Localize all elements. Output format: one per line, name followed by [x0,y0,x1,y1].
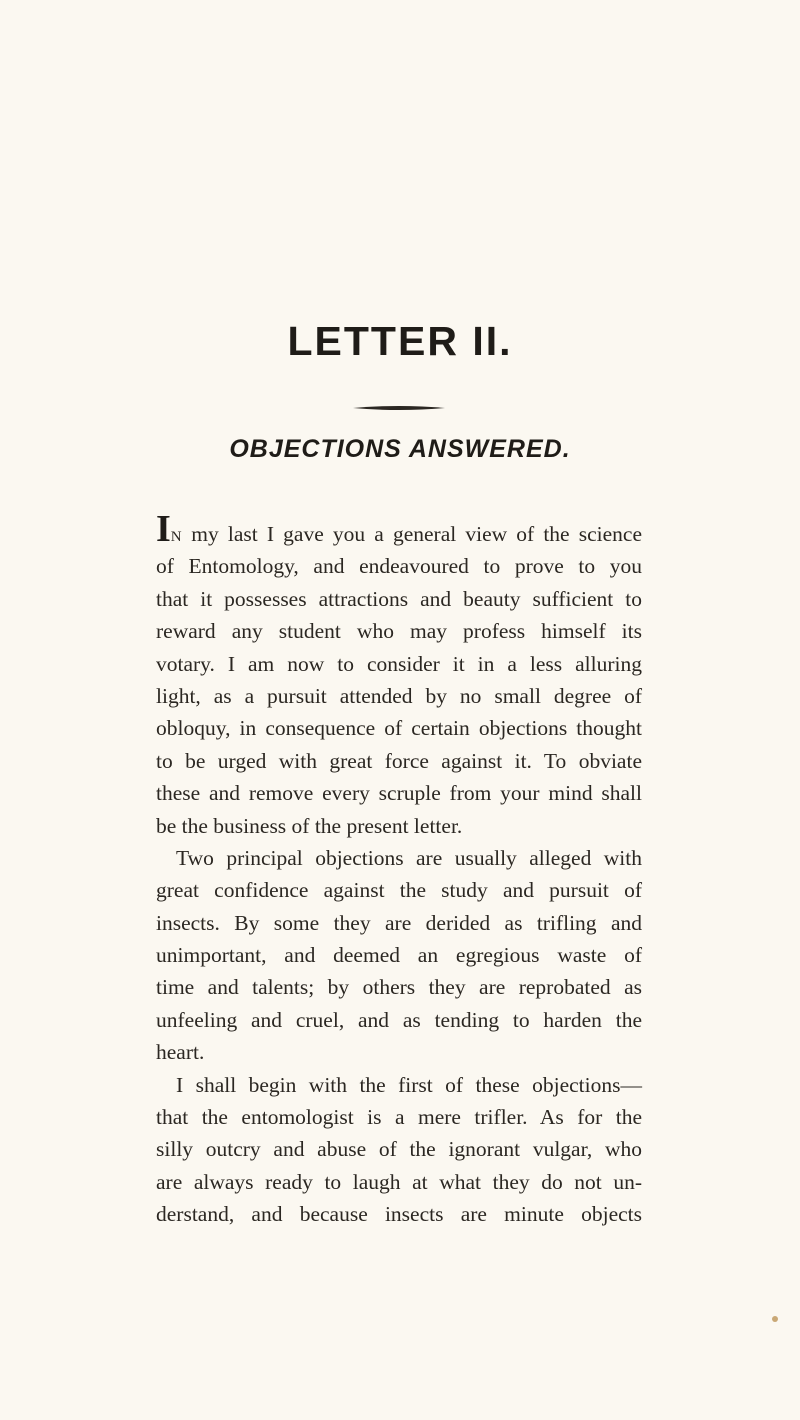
text-line: Two principal objections are usually alleged with [176,845,642,870]
letter-heading: LETTER II. [287,318,513,364]
text-line: unfeeling and cruel, and as tending to harden the [156,1007,642,1032]
text-line: be the business of the present letter. [156,813,463,838]
text-line: insects. By some they are derided as trifling and [156,910,642,935]
text-line: obloquy, in consequence of certain objections thought [156,716,642,741]
text-line: I shall begin with the first of these objections— [176,1072,642,1097]
text-line: are always ready to laugh at what they do not un- [156,1169,642,1194]
text-line: of Entomology, and endeavoured to prove to you [156,554,642,579]
first-word-smallcaps: N [170,529,183,545]
text-line: that it possesses attractions and beauty sufficient to [156,586,642,611]
text-line: light, as a pursuit attended by no small degree of [156,683,642,708]
text-line: these and remove every scruple from your mind shall [156,781,642,806]
text-line: derstand, and because insects are minute objects [156,1202,642,1227]
text-line: to be urged with great force against it. To obviate [156,748,642,773]
text-line: votary. I am now to consider it in a less alluring [156,651,642,676]
text-line: that the entomologist is a mere trifler. As for the [156,1105,642,1130]
body-text [156,508,642,1231]
text-line: unimportant, and deemed an egregious waste of [156,943,642,968]
text-line: heart. [156,1040,205,1065]
text-line: time and talents; by others they are reprobated as [156,975,642,1000]
ornament-rule [353,405,445,411]
section-title: OBJECTIONS ANSWERED. [229,435,571,463]
text-line: reward any student who may profess himself its [156,619,642,644]
text-line: silly outcry and abuse of the ignorant vulgar, who [156,1137,642,1162]
drop-cap: I [156,508,171,550]
text-line: great confidence against the study and pursuit of [156,878,642,903]
paper-speck [772,1316,778,1322]
text-line: IN my last I gave you a general view of the science [156,508,642,550]
